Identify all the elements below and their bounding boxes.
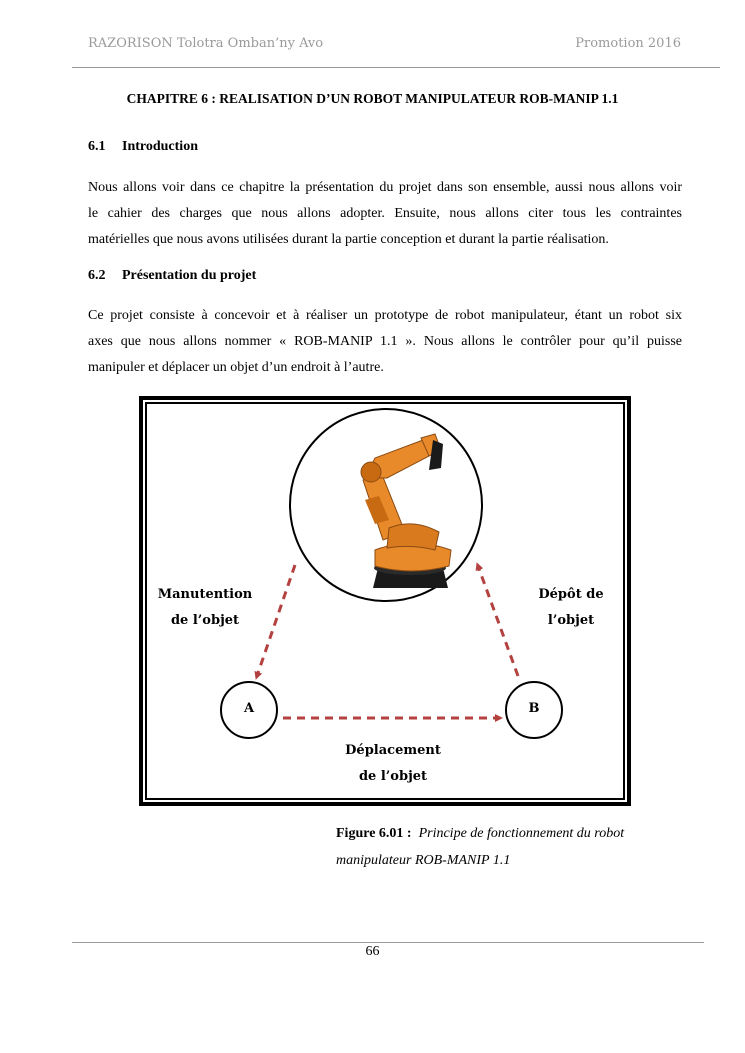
figure-frame — [139, 396, 631, 806]
label-point-a: A — [243, 701, 255, 716]
chapter-title: CHAPITRE 6 : REALISATION D’UN ROBOT MANIPULATEUR ROB-MANIP 1.1 — [126, 91, 619, 106]
label-line: Manutention — [157, 587, 253, 602]
section-title: Présentation du projet — [122, 268, 257, 283]
paragraph-line: axes que nous allons nommer « ROB-MANIP 1.1 ». Nous allons le contrôler pour qu’il puisse — [88, 334, 682, 349]
section-title: Introduction — [122, 139, 198, 154]
label-line: Dépôt de — [538, 587, 604, 602]
label-line: l’objet — [547, 613, 595, 628]
label-line: de l’objet — [358, 769, 428, 784]
paragraph-line: manipuler et déplacer un objet d’un endroit à l’autre. — [88, 360, 384, 375]
label-point-b: B — [528, 701, 540, 716]
footer-rule — [72, 942, 704, 943]
paragraph-line: Ce projet consiste à concevoir et à réaliser un prototype de robot manipulateur, étant un robot six — [88, 308, 682, 323]
arrow-manutention — [257, 565, 295, 676]
paragraph-presentation — [88, 303, 682, 381]
page-number: 66 — [365, 944, 380, 959]
header-promotion: Promotion 2016 — [575, 36, 681, 51]
caption-text: Principe de fonctionnement du robot — [418, 826, 625, 841]
label-line: Déplacement — [345, 743, 441, 758]
caption-label: Figure 6.01 : — [336, 826, 412, 841]
caption-text: manipulateur ROB-MANIP 1.1 — [336, 853, 511, 868]
label-manutention — [155, 582, 255, 634]
paragraph-line: Nous allons voir dans ce chapitre la présentation du projet dans son ensemble, aussi nous allons voir — [88, 180, 682, 195]
section-heading-introduction — [88, 139, 198, 155]
section-heading-presentation — [88, 268, 256, 284]
paragraph-line: matérielles que nous avons utilisées durant la partie conception et durant la partie réalisation. — [88, 232, 609, 247]
section-number: 6.1 — [88, 139, 106, 154]
arrow-depot — [478, 566, 518, 676]
section-number: 6.2 — [88, 268, 106, 283]
label-depot — [521, 582, 621, 634]
header-author: RAZORISON Tolotra Omban’ny Avo — [88, 36, 324, 51]
label-line: de l’objet — [170, 613, 240, 628]
paragraph-line: le cahier des charges que nous allons adopter. Ensuite, nous allons citer tous les contraintes — [88, 206, 682, 221]
figure-caption — [336, 820, 696, 874]
paragraph-introduction — [88, 175, 682, 253]
header-rule — [72, 67, 720, 68]
label-deplacement — [333, 738, 453, 790]
